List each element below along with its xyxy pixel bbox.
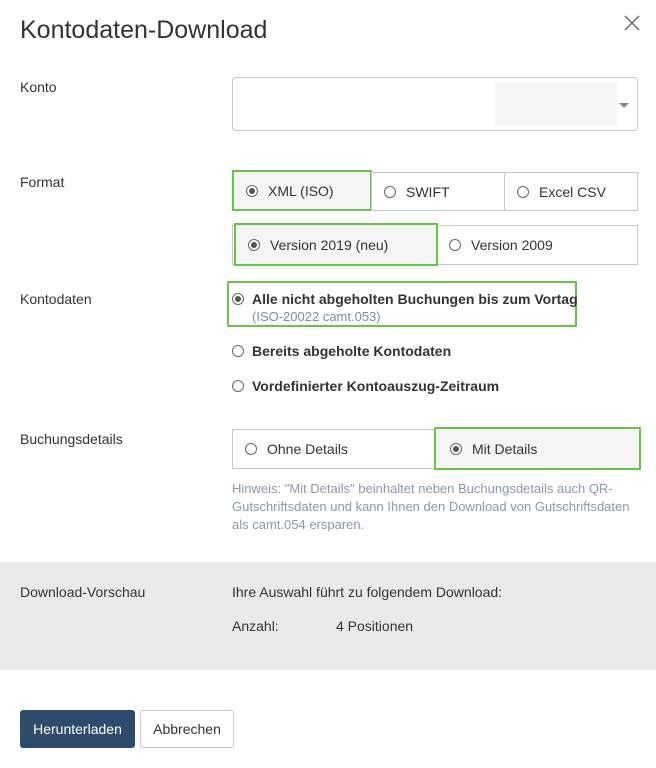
- format-option-xml[interactable]: [232, 170, 372, 211]
- download-button[interactable]: Herunterladen: [20, 710, 135, 748]
- version-option-2009[interactable]: [439, 227, 636, 263]
- radio-icon: [232, 380, 244, 392]
- format-option-label: XML (ISO): [268, 182, 334, 199]
- kontodaten-option-zeitraum[interactable]: [232, 378, 499, 394]
- format-option-excel-csv[interactable]: [504, 172, 638, 211]
- preview-count-label: Anzahl:: [232, 618, 279, 634]
- radio-icon: [232, 293, 244, 305]
- label-konto: Konto: [20, 79, 57, 95]
- label-buchungsdetails: Buchungsdetails: [20, 431, 123, 447]
- radio-icon: [517, 186, 529, 198]
- kontodaten-option-nicht-abgeholt[interactable]: [232, 291, 578, 307]
- kontodaten-option-bereits-abgeholt[interactable]: [232, 343, 451, 359]
- download-preview-section: [0, 562, 656, 670]
- konto-select-area: [495, 82, 617, 126]
- preview-intro: Ihre Auswahl führt zu folgendem Download:: [232, 584, 503, 600]
- close-icon[interactable]: [620, 12, 644, 36]
- format-option-label: Excel CSV: [539, 183, 606, 200]
- version-option-label: Version 2019 (neu): [270, 236, 389, 253]
- buchungsdetails-option-label: Ohne Details: [267, 441, 348, 457]
- dialog-title: Kontodaten-Download: [20, 16, 268, 44]
- radio-icon: [449, 239, 461, 251]
- konto-select-value: [237, 82, 495, 126]
- kontodaten-option-sublabel: (ISO-20022 camt.053): [252, 309, 381, 324]
- buchungsdetails-option-mit[interactable]: [434, 427, 641, 470]
- version-option-2019[interactable]: [234, 223, 438, 266]
- radio-icon: [450, 443, 462, 455]
- format-option-swift[interactable]: [371, 172, 505, 211]
- preview-count-value: 4 Positionen: [336, 618, 414, 634]
- version-option-label: Version 2009: [471, 237, 553, 253]
- label-download-vorschau: Download-Vorschau: [20, 584, 146, 600]
- buchungsdetails-hint: Hinweis: "Mit Details" beinhaltet neben Buchungsdetails auch QR-Gutschriftsdaten und kann Ihnen den Download von Gutschriftsdaten als camt.054 ersparen.: [232, 481, 630, 532]
- kontodaten-option-label: Bereits abgeholte Kontodaten: [252, 343, 452, 359]
- radio-icon: [232, 345, 244, 357]
- format-option-label: SWIFT: [406, 183, 450, 200]
- buchungsdetails-option-label: Mit Details: [472, 440, 538, 457]
- radio-icon: [246, 185, 258, 197]
- kontodaten-option-label: Alle nicht abgeholten Buchungen bis zum Vortag: [252, 291, 578, 307]
- radio-icon: [248, 239, 260, 251]
- radio-icon: [384, 186, 396, 198]
- label-format: Format: [20, 174, 65, 190]
- buchungsdetails-option-ohne[interactable]: [233, 430, 433, 468]
- kontodaten-option-label: Vordefinierter Kontoauszug-Zeitraum: [252, 378, 500, 394]
- label-kontodaten: Kontodaten: [20, 291, 92, 307]
- chevron-down-icon: [619, 103, 629, 108]
- radio-icon: [245, 443, 257, 455]
- cancel-button[interactable]: Abbrechen: [140, 710, 234, 748]
- konto-select[interactable]: [232, 77, 638, 131]
